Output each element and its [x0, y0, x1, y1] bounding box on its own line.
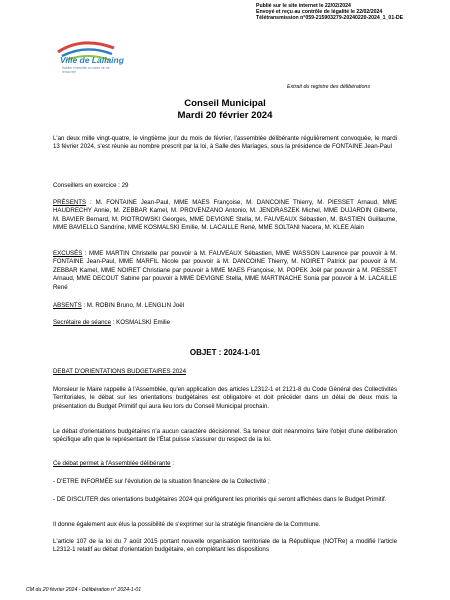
paragraph-2: Le débat d'orientations budgétaires n'a aucun caractère décisionnel. Sa teneur doit néanmoins faire l'objet d'une délibération spécifique afin que le représentant de l'État puisse s'assurer du respect de la loi. [53, 428, 397, 444]
bullet-2: - DE DISCUTER des orientations budgétaires 2024 qui préfigurent les priorités qui seront affichées dans le Budget Primitif. [53, 496, 387, 503]
secretaire-label: Secrétaire de séance [53, 319, 112, 326]
page-footer: CM du 20 février 2024 - Délibération n° 2024-1-01 [26, 587, 142, 593]
logo-name: Ville de Lallaing [60, 55, 124, 65]
legal-stamp [256, 3, 403, 22]
bullet-1: - D'ETRE INFORMÉE sur l'évolution de la situation financière de la Collectivité ; [53, 478, 270, 485]
debat-title: DEBAT D'ORIENTATIONS BUDGETAIRES 2024 [53, 368, 186, 375]
logo-subtitle: Habiter ensemble un cadre de vie renouvelé [62, 66, 110, 74]
permet-paragraph [53, 460, 397, 468]
document-title: Conseil Municipal [184, 98, 266, 109]
stamp-line-3: Télétransmission n°059-215903279-20240220-2024_1_01-DE [256, 15, 404, 22]
excuses-paragraph [53, 250, 397, 292]
paragraph-3: Il donne également aux élus la possibilité de s'exprimer sur la stratégie financière de la Commune. [53, 521, 321, 528]
permet-title: Ce débat permet à l'Assemblée délibérante [53, 460, 171, 467]
presents-paragraph [53, 199, 397, 233]
stamp-line-1: Publié sur le site internet le 22/02/2024 [256, 3, 351, 9]
presents-label: PRÉSENTS [53, 199, 87, 206]
absents-label: ABSENTS [53, 302, 82, 309]
presents-text: : M. FONTAINE Jean-Paul, MME MAES Françoise, M. DANCOINE Thierry, M. PIESSET Arnaud, MME HAUDRECHY Annie, M. ZEBBAR Kamel, M. PROVENZANO Antonio, M. JENDRASZEK Michel, MME DUJARDIN Gilberte, M. BAVIER Bernard, M. PIOTROWSKI Georges, MME DEVIGNE Stella, M. FAUVEAUX Sébastien, M. BASTIEN Guillaume, MME BAVIELLO Sandrine, MME KOSMALSKI Emilie, M. LACAILLE René, MME SOLTANI Nacera, M. KLEE Alain [53, 199, 397, 232]
secretaire-text: : KOSMALSKI Emilie [111, 319, 171, 326]
excuses-label: EXCUSÉS [53, 250, 83, 257]
permet-suffix: : [170, 460, 174, 467]
excuses-text: : MME MARTIN Christelle par pouvoir à M. FAUVEAUX Sébastien, MME WASSON Laurence par pouvoir à M. FONTAINE Jean-Paul, MME MARFIL Nicole par pouvoir à M. DANCOINE Thierry, M. NOIRET Patrick par pouvoir à M. ZEBBAR Kamel, MME NOIRET Christiane par pouvoir à MME MAES Françoise, M. POPEK Joël par pouvoir à M. PIESSET Arnaud, MME DECOUT Sabine par pouvoir à MME DEVIGNE Stella, MME MARTINACHE Sonia par pouvoir à M. LACAILLE René [53, 250, 397, 291]
paragraph-4: L'article 107 de la loi du 7 août 2015 portant nouvelle organisation territoriale de la République (NOTRe) a modifié l'article L2312-1 relatif au débat d'orientation budgétaire, en complétant les dispositions [53, 538, 397, 554]
objet-heading: OBJET : 2024-1-01 [189, 348, 261, 357]
paragraph-1: Monsieur le Maire rappelle à l'Assemblée, qu'en application des articles L2312-1 et 2121-8 du Code Général des Collectivités Territoriales, le débat sur les orientations budgétaires est obligatoire et doit précéder dans un délai de deux mois la présentation du Budget Primitif qui aura lieu lors du Conseil Municipal prochain. [53, 386, 397, 410]
secretaire-paragraph [53, 319, 397, 327]
register-extract-label: Extrait du registre des délibérations [287, 84, 371, 90]
stamp-line-2: Envoyé et reçu au contrôle de légalité le 22/02/2024 [256, 9, 383, 16]
absents-text: : M. ROBIN Bruno, M. LENGLIN Joël [81, 302, 185, 309]
absents-paragraph [53, 302, 397, 310]
intro-paragraph: L'an deux mille vingt-quatre, le vingtième jour du mois de février, l'assemblée délibérante régulièrement convoquée, le mardi 13 février 2024, s'est réunie au nombre prescrit par la loi, à Salle des Mariages, sous la présidence de FONTAINE Jean-Paul [53, 135, 397, 151]
document-date: Mardi 20 février 2024 [177, 110, 273, 121]
conseillers-count: Conseillers en exercice : 29 [53, 182, 129, 189]
